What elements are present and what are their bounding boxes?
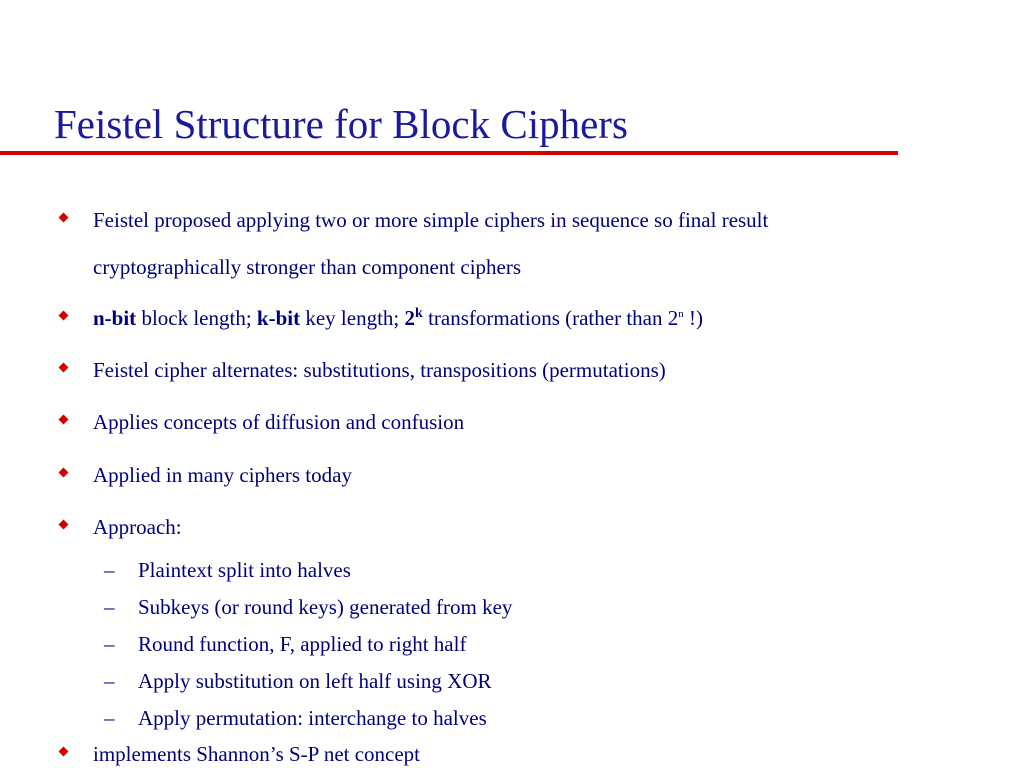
diamond-bullet-icon (58, 467, 69, 478)
bullet-2-part-3: transformations (rather than 2 (422, 306, 679, 330)
n-exponent: n (678, 308, 684, 320)
bullet-2-part-4: !) (683, 306, 703, 330)
bullet-1-line-1: Feistel proposed applying two or more simple ciphers in sequence so final result (93, 208, 769, 232)
bullet-4-text: Applies concepts of diffusion and confusion (93, 410, 465, 434)
bullet-1-line-2: cryptographically stronger than component ciphers (93, 255, 522, 279)
sub-item-5-text: Apply permutation: interchange to halves (138, 706, 487, 730)
bullet-2-part-2: key length; (300, 306, 405, 330)
bullet-7-text: implements Shannon’s S-P net concept (93, 742, 421, 766)
bullet-3-text: Feistel cipher alternates: substitutions, transpositions (permutations) (93, 358, 666, 382)
k-exponent: k (415, 306, 423, 321)
dash-marker: – (104, 706, 115, 730)
dash-marker: – (104, 595, 115, 619)
bullet-2-part-1: block length; (136, 306, 257, 330)
slide-title: Feistel Structure for Block Ciphers (54, 101, 628, 147)
diamond-bullet-icon (58, 212, 69, 223)
sub-item-4-text: Apply substitution on left half using XOR (138, 669, 492, 693)
dash-marker: – (104, 669, 115, 693)
diamond-bullet-icon (58, 414, 69, 425)
diamond-bullet-icon (58, 310, 69, 321)
dash-marker: – (104, 558, 115, 582)
k-bit-term: k-bit (256, 306, 301, 330)
sub-item-3-text: Round function, F, applied to right half (138, 632, 467, 656)
diamond-bullet-icon (58, 519, 69, 530)
sub-item-1-text: Plaintext split into halves (138, 558, 351, 582)
diamond-bullet-icon (58, 362, 69, 373)
bullet-6-text: Approach: (93, 515, 182, 539)
dash-marker: – (104, 632, 115, 656)
sub-item-2-text: Subkeys (or round keys) generated from key (138, 595, 513, 619)
diamond-bullet-icon (58, 746, 69, 757)
power-base: 2 (404, 306, 416, 330)
bullet-2-text (93, 305, 703, 331)
title-underline (0, 151, 898, 155)
bullet-5-text: Applied in many ciphers today (93, 463, 352, 487)
n-bit-term: n-bit (93, 306, 137, 330)
